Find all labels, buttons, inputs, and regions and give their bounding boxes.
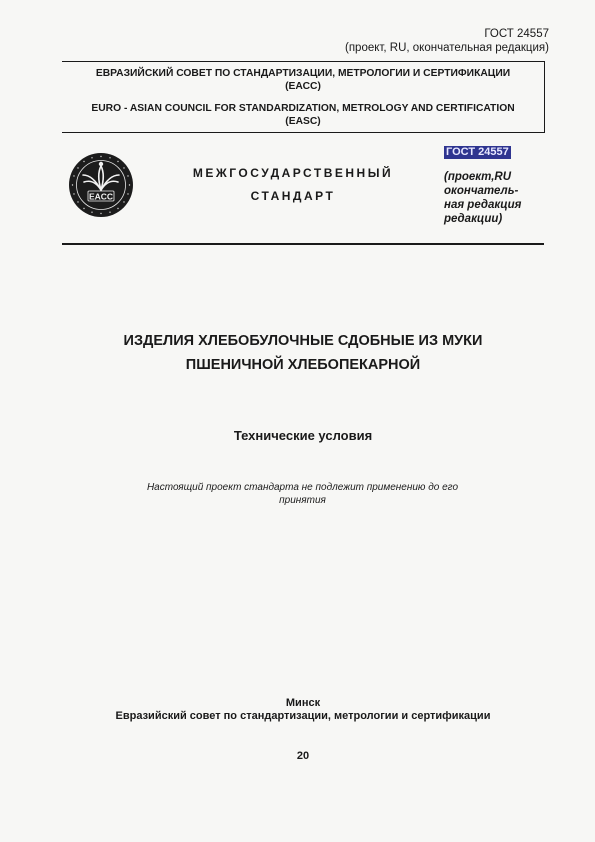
gost-status-block [444, 170, 554, 226]
page-number: 20 [296, 750, 310, 762]
council-box [62, 61, 545, 133]
gost-number-badge: ГОСТ 24557 [446, 146, 509, 158]
gost-status-line: окончатель- [444, 185, 519, 197]
title-line-2: ПШЕНИЧНОЙ ХЛЕБОПЕКАРНОЙ [185, 357, 421, 373]
gost-status-line: (проект,RU [444, 171, 512, 183]
council-abbr-ru: (ЕАСС) [285, 81, 321, 92]
council-abbr-en: (EASC) [285, 116, 321, 127]
title-line-1: ИЗДЕЛИЯ ХЛЕБОБУЛОЧНЫЕ СДОБНЫЕ ИЗ МУКИ [123, 333, 483, 349]
notice-line-2: принятия [279, 495, 326, 506]
header-divider [62, 243, 544, 245]
document-title [60, 329, 546, 377]
draft-notice [110, 481, 495, 507]
draft-status-header: (проект, RU, окончательная редакция) [345, 42, 549, 54]
gost-number-header: ГОСТ 24557 [484, 28, 549, 40]
document-subtitle: Технические условия [233, 428, 373, 443]
standard-label: СТАНДАРТ [250, 189, 336, 203]
publication-city: Минск [285, 697, 321, 709]
gost-status-line: ная редакция [444, 199, 522, 211]
notice-line-1: Настоящий проект стандарта не подлежит применению до его [146, 482, 459, 493]
council-name-ru: ЕВРАЗИЙСКИЙ СОВЕТ ПО СТАНДАРТИЗАЦИИ, МЕТРОЛОГИИ И СЕРТИФИКАЦИИ [95, 68, 511, 79]
council-name-en: EURO - ASIAN COUNCIL FOR STANDARDIZATION, METROLOGY AND CERTIFICATION [91, 103, 515, 114]
easc-emblem-icon [68, 152, 134, 218]
gost-status-line: редакции) [444, 213, 503, 225]
publisher-name: Евразийский совет по стандартизации, метрологии и сертификации [115, 710, 491, 722]
interstate-label: МЕЖГОСУДАРСТВЕННЫЙ [192, 166, 394, 180]
logo-label: EACC [88, 191, 114, 202]
